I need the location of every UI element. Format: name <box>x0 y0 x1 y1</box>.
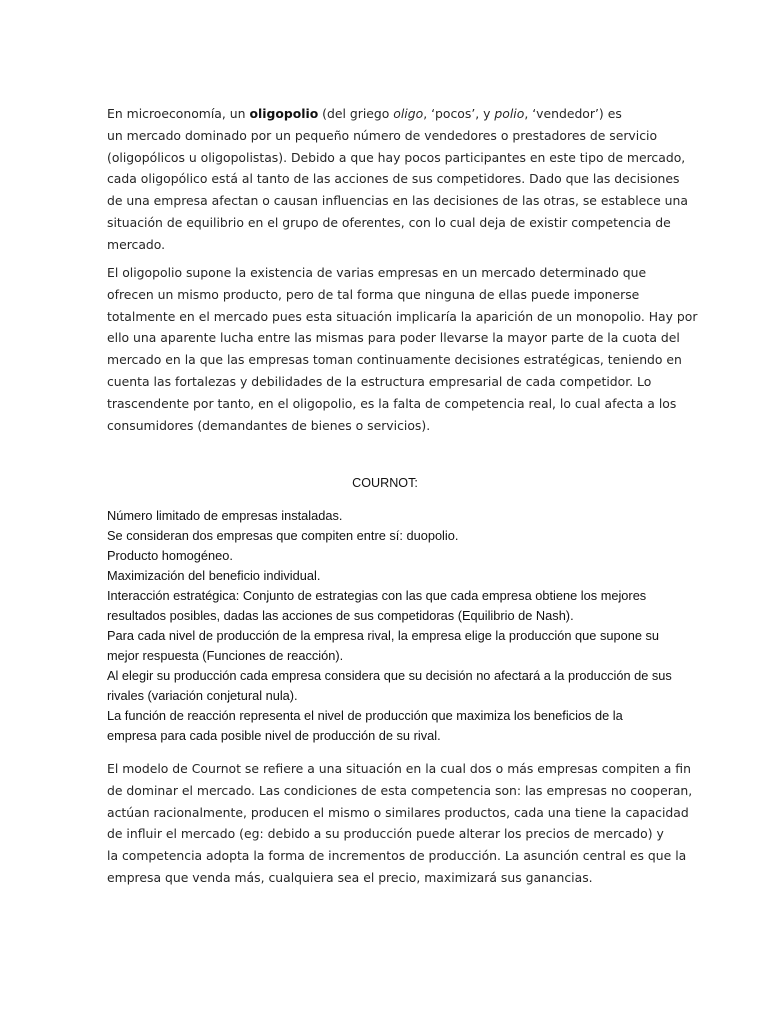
model-line: de dominar el mercado. Las condiciones de esta competencia son: las empresas no cooperan, <box>107 782 693 798</box>
model-line: El modelo de Cournot se refiere a una situación en la cual dos o más empresas compiten a fin <box>107 761 691 776</box>
oligopoly-line: El oligopolio supone la existencia de varias empresas en un mercado determinado que <box>107 265 647 280</box>
list-item-line: La función de reacción representa el nivel de producción que maximiza los beneficios de la <box>107 708 623 723</box>
list-item-line: Se consideran dos empresas que compiten entre sí: duopolio. <box>107 528 459 543</box>
oligopoly-line: consumidores (demandantes de bienes o servicios). <box>107 417 431 433</box>
list-item-line: resultados posibles, dadas las acciones de sus competidoras (Equilibrio de Nash). <box>107 608 574 623</box>
list-item-line: Interacción estratégica: Conjunto de estrategias con las que cada empresa obtiene los mejores <box>107 588 647 603</box>
list-item-line: rivales (variación conjetural nula). <box>107 688 298 703</box>
model-line: empresa que venda más, cualquiera sea el precio, maximizará sus ganancias. <box>107 869 593 885</box>
intro-line: mercado. <box>107 236 166 252</box>
intro-paragraph <box>107 103 688 256</box>
greek-word-polio: polio <box>494 106 525 121</box>
model-line: actúan racionalmente, producen el mismo o similares productos, cada una tiene la capacidad <box>107 804 689 820</box>
intro-prefix: En microeconomía, un <box>107 106 250 121</box>
oligopoly-line: mercado en la que las empresas toman continuamente decisiones estratégicas, teniendo en <box>107 352 682 368</box>
intro-first-line <box>107 103 663 125</box>
list-item <box>107 506 667 526</box>
list-item-line: Número limitado de empresas instaladas. <box>107 508 343 523</box>
oligopoly-line: cuenta las fortalezas y debilidades de la estructura empresarial de cada competidor. Lo <box>107 373 652 389</box>
oligopoly-paragraph <box>107 262 698 436</box>
list-item <box>107 626 667 666</box>
intro-line: cada oligopólico está al tanto de las acciones de sus competidores. Dado que las decisiones <box>107 171 680 187</box>
list-item <box>107 586 667 626</box>
greek-word-oligo: oligo <box>393 106 424 121</box>
list-item-line: Maximización del beneficio individual. <box>107 568 321 583</box>
cournot-heading: COURNOT: <box>352 476 418 490</box>
oligopoly-line: totalmente en el mercado pues esta situación implicaría la aparición de un monopolio. Hay por <box>107 308 698 324</box>
cournot-model-paragraph <box>107 758 693 889</box>
list-item-line: mejor respuesta (Funciones de reacción). <box>107 648 344 663</box>
term-oligopolio: oligopolio <box>249 106 319 121</box>
intro-line: de una empresa afectan o causan influencias en las decisiones de las otras, se establece una <box>107 193 688 209</box>
model-line: la competencia adopta la forma de incrementos de producción. La asunción central es que la <box>107 848 687 864</box>
list-item-line: Producto homogéneo. <box>107 548 233 563</box>
intro-line: situación de equilibrio en el grupo de oferentes, con lo cual deja de existir competencia de <box>107 214 671 230</box>
oligopoly-line: trascendente por tanto, en el oligopolio, es la falta de competencia real, lo cual afecta a los <box>107 395 677 411</box>
list-item <box>107 566 667 586</box>
list-item-line: empresa para cada posible nivel de producción de su rival. <box>107 728 441 743</box>
list-item <box>107 706 667 746</box>
list-item <box>107 526 667 546</box>
intro-suffix: , ‘vendedor’) es <box>524 106 622 121</box>
list-item-line: Al elegir su producción cada empresa considera que su decisión no afectará a la producción de sus <box>107 668 672 683</box>
intro-line: (oligopólicos u oligopolistas). Debido a que hay pocos participantes en este tipo de mercado, <box>107 149 686 165</box>
intro-mid-2: , ‘pocos’, y <box>423 106 495 121</box>
list-item <box>107 546 667 566</box>
oligopoly-line: ofrecen un mismo producto, pero de tal forma que ninguna de ellas puede imponerse <box>107 286 640 302</box>
model-line: de influir el mercado (eg: debido a su producción puede alterar los precios de mercado) y <box>107 826 664 842</box>
list-item <box>107 666 672 706</box>
list-item-line: Para cada nivel de producción de la empresa rival, la empresa elige la producción que supone su <box>107 628 660 643</box>
intro-line: un mercado dominado por un pequeño número de vendedores o prestadores de servicio <box>107 127 658 143</box>
cournot-list <box>107 506 672 746</box>
oligopoly-line: ello una aparente lucha entre las mismas para poder llevarse la mayor parte de la cuota del <box>107 330 680 346</box>
intro-mid-1: (del griego <box>318 106 394 121</box>
